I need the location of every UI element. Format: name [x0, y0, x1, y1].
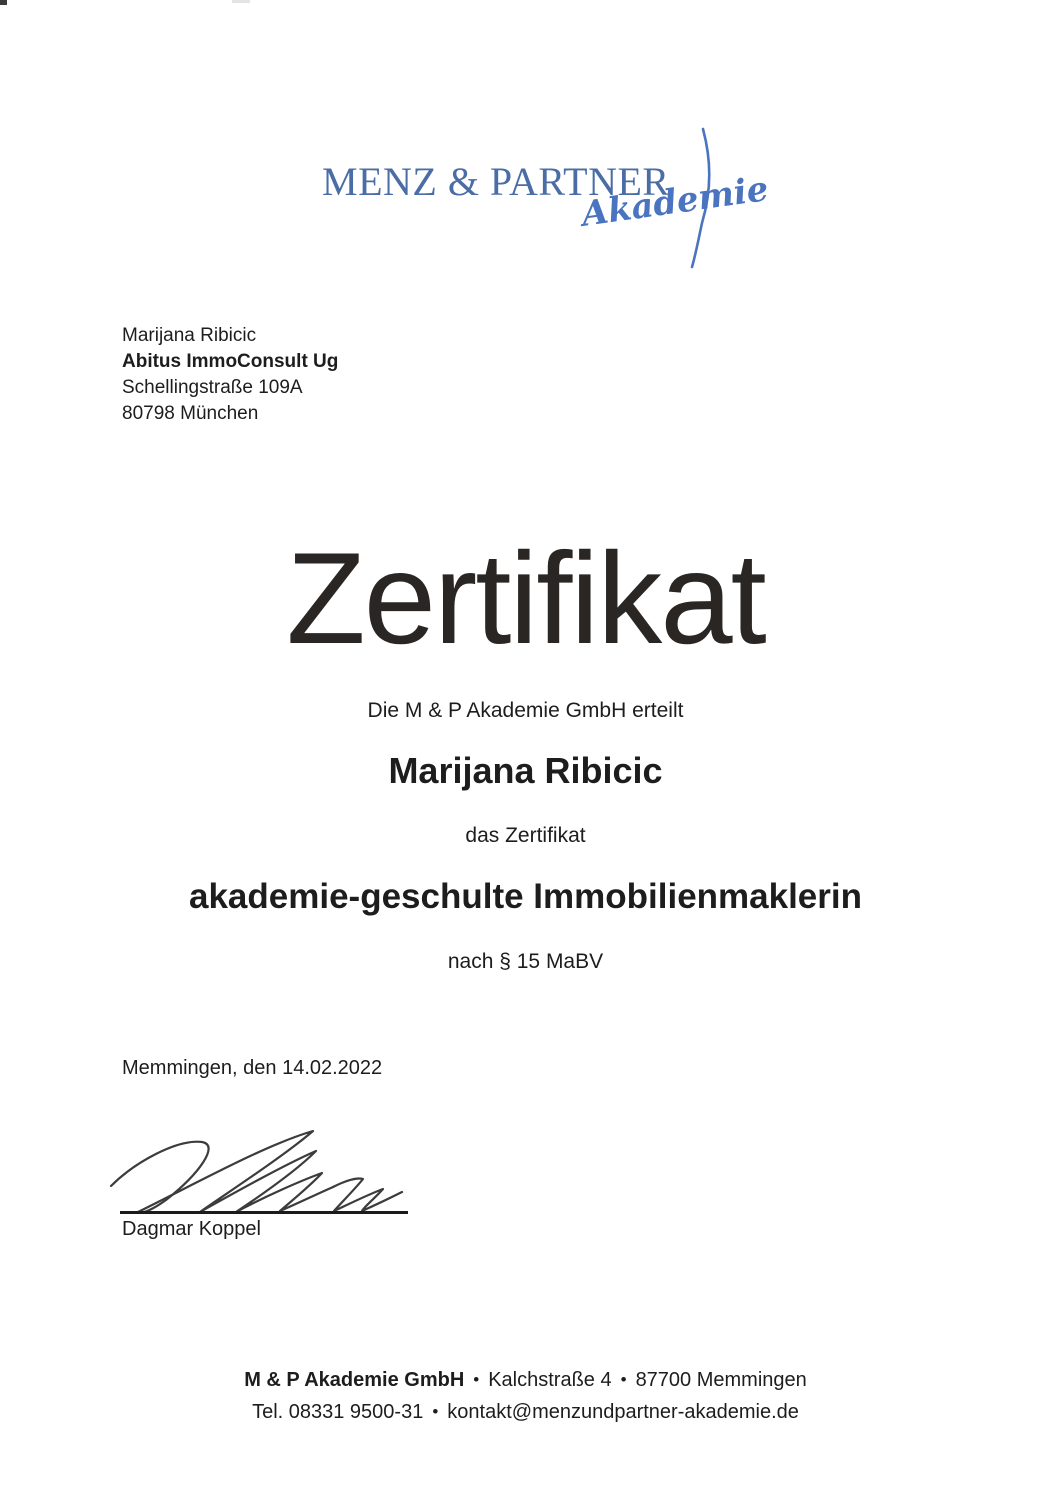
logo-wordmark: MENZ & PARTNER [322, 159, 670, 204]
footer-bullet-icon: • [620, 1370, 627, 1389]
qualification-name: akademie-geschulte Immobilienmaklerin [188, 877, 862, 916]
footer-company: M & P Akademie GmbH [244, 1369, 465, 1391]
footer-city: 87700 Memmingen [635, 1369, 807, 1391]
footer-street: Kalchstraße 4 [488, 1369, 612, 1391]
scan-artifact [0, 0, 7, 5]
footer-bullet-icon: • [473, 1370, 480, 1389]
footer-line-2 [0, 1401, 1051, 1423]
footer-line-1 [0, 1369, 1051, 1391]
issuer-line: Die M & P Akademie GmbH erteilt [367, 699, 684, 722]
footer-email: kontakt@menzundpartner-akademie.de [447, 1401, 799, 1423]
grant-line: das Zertifikat [465, 824, 586, 847]
recipient-city-line: 80798 München [122, 403, 259, 424]
footer-phone: Tel. 08331 9500-31 [252, 1401, 424, 1423]
recipient-street-line: Schellingstraße 109A [122, 377, 303, 398]
logo-script: Akademie [579, 169, 771, 235]
certificate-title: Zertifikat [286, 525, 765, 671]
recipient-name-line: Marijana Ribicic [122, 325, 257, 346]
recipient-address [122, 323, 338, 427]
scan-artifact [232, 0, 250, 3]
signature-handwriting [103, 1126, 438, 1218]
signature-line [120, 1211, 408, 1214]
certificate-recipient-name: Marijana Ribicic [388, 750, 663, 791]
legal-basis-line: nach § 15 MaBV [447, 950, 604, 973]
footer-bullet-icon: • [432, 1402, 439, 1421]
signatory-name: Dagmar Koppel [122, 1218, 261, 1240]
place-date-line: Memmingen, den 14.02.2022 [122, 1057, 383, 1079]
recipient-company-line: Abitus ImmoConsult Ug [122, 351, 339, 372]
